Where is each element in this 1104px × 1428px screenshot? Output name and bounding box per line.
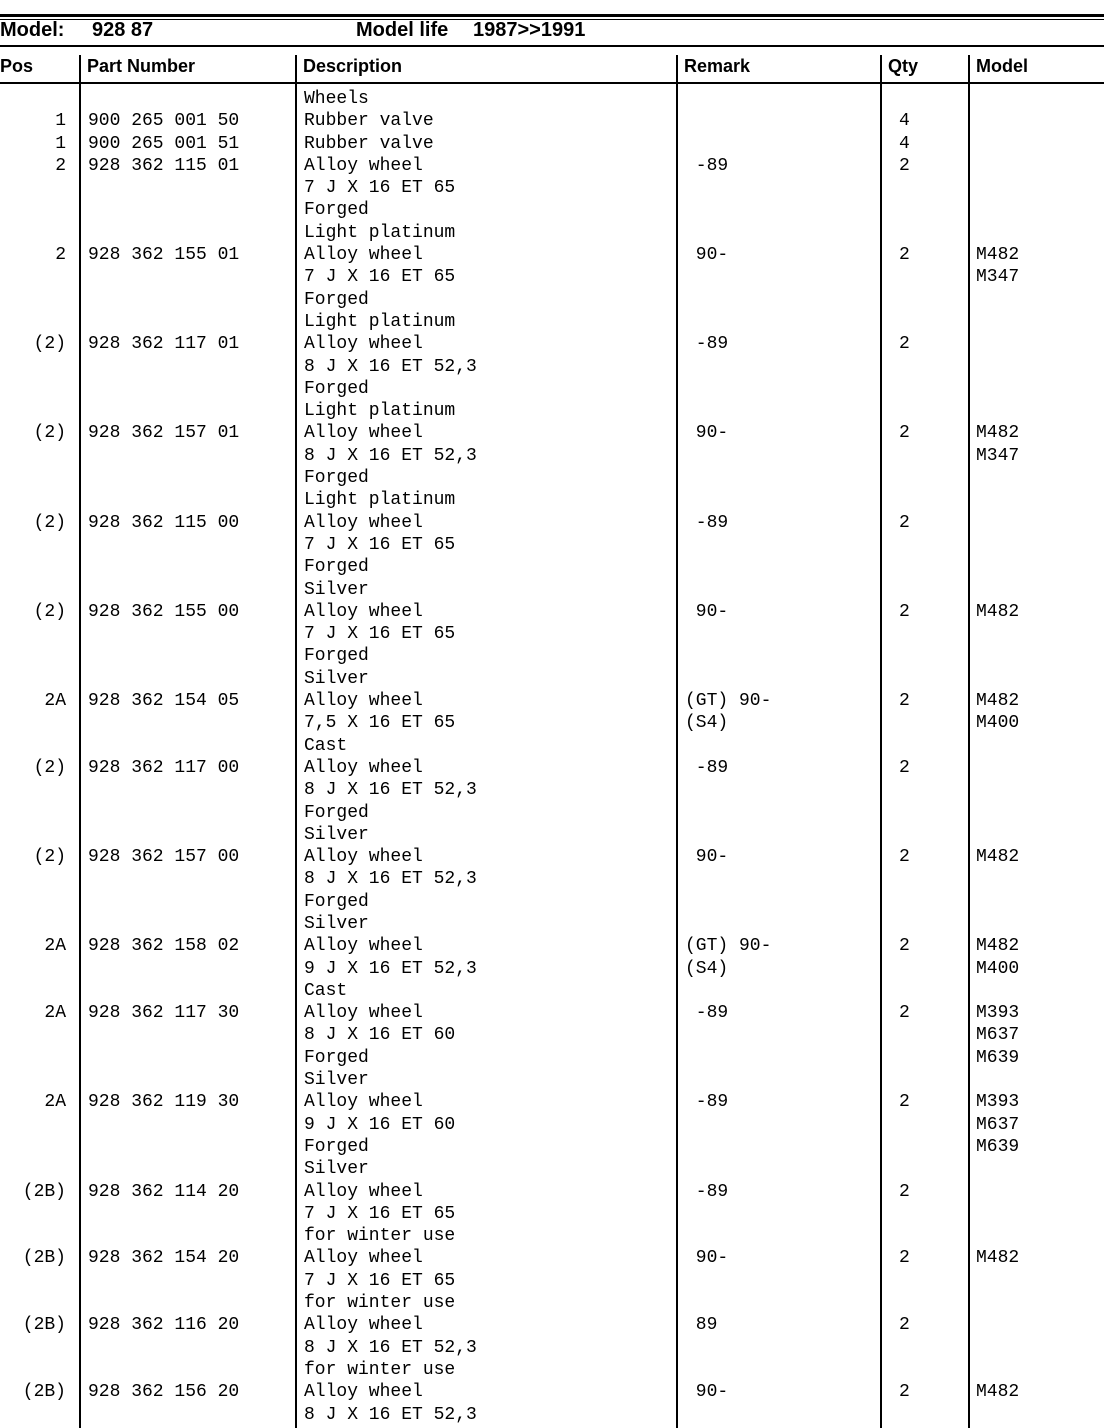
position-cell: (2) <box>33 757 66 778</box>
table-row-line <box>0 1314 1104 1336</box>
position-cell: (2) <box>33 423 66 444</box>
description-cell: 8 J X 16 ET 52,3 <box>304 1404 477 1425</box>
position-cell: (2B) <box>22 1181 66 1202</box>
quantity-cell: 2 <box>899 1181 910 1202</box>
remark-cell: -89 <box>685 757 729 778</box>
remark-cell: -89 <box>685 1181 729 1202</box>
remark-cell: 90- <box>685 245 729 266</box>
table-row-line <box>0 913 1104 935</box>
description-cell: Alloy wheel <box>304 847 423 868</box>
table-row-line <box>0 311 1104 333</box>
remark-cell: (GT) 90- <box>685 936 772 957</box>
table-row-line <box>0 244 1104 266</box>
quantity-cell: 2 <box>899 936 910 957</box>
description-cell: Forged <box>304 1136 369 1157</box>
part-number-cell: 928 362 117 00 <box>88 757 240 778</box>
table-row-line <box>0 1114 1104 1136</box>
model-value: 928 87 <box>92 19 154 41</box>
table-row-line <box>0 1158 1104 1180</box>
table-row-line <box>0 378 1104 400</box>
part-number-cell: 928 362 156 20 <box>88 1382 240 1403</box>
description-cell: Alloy wheel <box>304 601 423 622</box>
description-cell: 7,5 X 16 ET 65 <box>304 713 456 734</box>
model-cell: M347 <box>976 445 1020 466</box>
model-cell: M400 <box>976 958 1020 979</box>
table-row <box>0 846 1104 935</box>
table-row-line <box>0 512 1104 534</box>
description-cell: Alloy wheel <box>304 1003 423 1024</box>
column-header-model: Model <box>976 56 1028 76</box>
column-header-pos: Pos <box>0 56 34 76</box>
table-row <box>0 1002 1104 1091</box>
description-cell: Alloy wheel <box>304 1248 423 1269</box>
column-header-part-number: Part Number <box>87 56 196 76</box>
quantity-cell: 2 <box>899 245 910 266</box>
remark-cell: -89 <box>685 1003 729 1024</box>
position-cell: 2A <box>44 1092 66 1113</box>
description-cell: Silver <box>304 1159 369 1180</box>
quantity-cell: 2 <box>899 757 910 778</box>
description-cell: 9 J X 16 ET 52,3 <box>304 958 477 979</box>
description-cell: Light platinum <box>304 222 456 243</box>
part-number-cell: 928 362 114 20 <box>88 1181 240 1202</box>
description-cell: 8 J X 16 ET 52,3 <box>304 869 477 890</box>
table-row-line <box>0 489 1104 511</box>
part-number-cell: 928 362 157 01 <box>88 423 240 444</box>
remark-cell: 90- <box>685 1248 729 1269</box>
description-cell: Forged <box>304 378 369 399</box>
column-header-rule <box>0 82 1104 84</box>
part-number-cell: 928 362 157 00 <box>88 847 240 868</box>
table-row-line <box>0 846 1104 868</box>
position-cell: (2) <box>33 512 66 533</box>
position-cell: (2) <box>33 601 66 622</box>
table-row-line <box>0 1203 1104 1225</box>
part-number-cell: 928 362 115 00 <box>88 512 240 533</box>
description-cell: Light platinum <box>304 490 456 511</box>
table-row-line <box>0 534 1104 556</box>
table-row <box>0 1314 1104 1381</box>
description-cell: Silver <box>304 913 369 934</box>
header-rule <box>0 45 1104 47</box>
table-row-line <box>0 645 1104 667</box>
model-cell: M482 <box>976 245 1020 266</box>
table-row-line <box>0 1069 1104 1091</box>
table-row <box>0 935 1104 1002</box>
quantity-cell: 2 <box>899 691 910 712</box>
description-cell: Alloy wheel <box>304 1382 423 1403</box>
model-cell: M482 <box>976 1248 1020 1269</box>
table-row-line <box>0 177 1104 199</box>
description-cell: 7 J X 16 ET 65 <box>304 534 456 555</box>
table-row-line <box>0 467 1104 489</box>
table-row-line <box>0 1270 1104 1292</box>
table-row-line <box>0 935 1104 957</box>
part-number-cell: 928 362 116 20 <box>88 1315 240 1336</box>
quantity-cell: 2 <box>899 1248 910 1269</box>
part-number-cell: 928 362 119 30 <box>88 1092 240 1113</box>
model-cell: M482 <box>976 423 1020 444</box>
description-cell: Rubber valve <box>304 133 434 154</box>
position-cell: 2 <box>55 155 66 176</box>
position-cell: 1 <box>55 111 66 132</box>
remark-cell: 89 <box>685 1315 718 1336</box>
model-cell: M347 <box>976 267 1020 288</box>
description-cell: Alloy wheel <box>304 936 423 957</box>
table-row-line <box>0 110 1104 132</box>
table-row-line <box>0 133 1104 155</box>
description-cell: Alloy wheel <box>304 691 423 712</box>
quantity-cell: 2 <box>899 1003 910 1024</box>
table-row <box>0 690 1104 757</box>
description-cell: Forged <box>304 557 369 578</box>
table-row-line <box>0 155 1104 177</box>
table-row-line <box>0 1136 1104 1158</box>
quantity-cell: 2 <box>899 1092 910 1113</box>
remark-cell: -89 <box>685 1092 729 1113</box>
description-cell: for winter use <box>304 1293 456 1314</box>
description-cell: 8 J X 16 ET 52,3 <box>304 1337 477 1358</box>
description-cell: 7 J X 16 ET 65 <box>304 1270 456 1291</box>
remark-cell: 90- <box>685 601 729 622</box>
position-cell: 2A <box>44 936 66 957</box>
description-cell: Alloy wheel <box>304 334 423 355</box>
description-cell: Forged <box>304 468 369 489</box>
quantity-cell: 2 <box>899 1382 910 1403</box>
table-row <box>0 333 1104 422</box>
remark-cell: (S4) <box>685 713 729 734</box>
description-cell: Silver <box>304 824 369 845</box>
description-cell: Alloy wheel <box>304 245 423 266</box>
position-cell: (2B) <box>22 1382 66 1403</box>
part-number-cell: 928 362 117 01 <box>88 334 240 355</box>
model-cell: M393 <box>976 1003 1020 1024</box>
description-cell: Alloy wheel <box>304 1181 423 1202</box>
table-row <box>0 1091 1104 1180</box>
description-cell: Cast <box>304 735 348 756</box>
description-cell: 9 J X 16 ET 60 <box>304 1114 456 1135</box>
table-row-line <box>0 1292 1104 1314</box>
table-row-line <box>0 690 1104 712</box>
quantity-cell: 2 <box>899 847 910 868</box>
remark-cell: -89 <box>685 155 729 176</box>
table-row-line <box>0 1024 1104 1046</box>
table-row <box>0 110 1104 132</box>
description-cell: 8 J X 16 ET 52,3 <box>304 356 477 377</box>
part-number-cell: 928 362 155 00 <box>88 601 240 622</box>
quantity-cell: 2 <box>899 423 910 444</box>
description-cell: 7 J X 16 ET 65 <box>304 178 456 199</box>
position-cell: 2 <box>55 245 66 266</box>
model-cell: M400 <box>976 713 1020 734</box>
table-row <box>0 757 1104 846</box>
description-cell: Alloy wheel <box>304 423 423 444</box>
table-row-line <box>0 623 1104 645</box>
model-life-label: Model life <box>356 19 449 41</box>
table-row <box>0 601 1104 690</box>
table-row <box>0 244 1104 333</box>
table-row-line <box>0 735 1104 757</box>
table-row <box>0 155 1104 244</box>
table-row-line <box>0 289 1104 311</box>
description-cell: 7 J X 16 ET 65 <box>304 267 456 288</box>
table-row-line <box>0 757 1104 779</box>
position-cell: 2A <box>44 691 66 712</box>
description-cell: 7 J X 16 ET 65 <box>304 624 456 645</box>
part-number-cell: 928 362 115 01 <box>88 155 240 176</box>
model-label: Model: <box>0 19 65 41</box>
model-cell: M639 <box>976 1047 1020 1068</box>
table-row-line <box>0 868 1104 890</box>
model-cell: M637 <box>976 1025 1020 1046</box>
table-row <box>0 1181 1104 1248</box>
part-number-cell: 928 362 154 05 <box>88 691 240 712</box>
position-cell: (2B) <box>22 1315 66 1336</box>
table-row-line <box>0 1047 1104 1069</box>
remark-cell: (GT) 90- <box>685 691 772 712</box>
quantity-cell: 2 <box>899 601 910 622</box>
remark-cell: (S4) <box>685 958 729 979</box>
part-number-cell: 928 362 117 30 <box>88 1003 240 1024</box>
position-cell: (2B) <box>22 1248 66 1269</box>
table-row-line <box>0 1002 1104 1024</box>
table-row-line <box>0 1337 1104 1359</box>
quantity-cell: 2 <box>899 155 910 176</box>
table-row-line <box>0 556 1104 578</box>
description-cell: Alloy wheel <box>304 155 423 176</box>
description-cell: Forged <box>304 289 369 310</box>
table-row-line <box>0 824 1104 846</box>
table-row-line <box>0 601 1104 623</box>
table-row-line <box>0 1247 1104 1269</box>
model-cell: M482 <box>976 601 1020 622</box>
table-row-line <box>0 668 1104 690</box>
model-life-value: 1987>>1991 <box>473 19 586 41</box>
remark-cell: 90- <box>685 1382 729 1403</box>
description-cell: Silver <box>304 668 369 689</box>
description-cell: Alloy wheel <box>304 1092 423 1113</box>
table-row <box>0 1247 1104 1314</box>
model-cell: M482 <box>976 847 1020 868</box>
remark-cell: 90- <box>685 847 729 868</box>
remark-cell: -89 <box>685 512 729 533</box>
description-cell: 8 J X 16 ET 52,3 <box>304 445 477 466</box>
position-cell: 1 <box>55 133 66 154</box>
part-number-cell: 900 265 001 51 <box>88 133 240 154</box>
table-row-line <box>0 266 1104 288</box>
description-cell: Light platinum <box>304 401 456 422</box>
model-cell: M482 <box>976 691 1020 712</box>
description-cell: 8 J X 16 ET 60 <box>304 1025 456 1046</box>
table-row-line <box>0 980 1104 1002</box>
part-number-cell: 928 362 154 20 <box>88 1248 240 1269</box>
position-cell: 2A <box>44 1003 66 1024</box>
model-cell: M482 <box>976 936 1020 957</box>
table-row <box>0 512 1104 601</box>
table-row-line <box>0 333 1104 355</box>
table-row <box>0 88 1104 110</box>
description-cell: Alloy wheel <box>304 1315 423 1336</box>
part-number-cell: 928 362 158 02 <box>88 936 240 957</box>
remark-cell: 90- <box>685 423 729 444</box>
table-row <box>0 1381 1104 1426</box>
table-row-line <box>0 712 1104 734</box>
description-cell: Alloy wheel <box>304 757 423 778</box>
table-row-line <box>0 802 1104 824</box>
table-row <box>0 133 1104 155</box>
description-cell: for winter use <box>304 1226 456 1247</box>
part-number-cell: 900 265 001 50 <box>88 111 240 132</box>
description-cell: for winter use <box>304 1359 456 1380</box>
top-rule-thick <box>0 14 1104 17</box>
table-row-line <box>0 222 1104 244</box>
parts-table <box>0 88 1104 1426</box>
table-row-line <box>0 891 1104 913</box>
table-row-line <box>0 400 1104 422</box>
position-cell: (2) <box>33 847 66 868</box>
quantity-cell: 2 <box>899 334 910 355</box>
description-cell: 8 J X 16 ET 52,3 <box>304 780 477 801</box>
model-cell: M637 <box>976 1114 1020 1135</box>
description-cell: Forged <box>304 1047 369 1068</box>
table-row-line <box>0 1181 1104 1203</box>
description-cell: Cast <box>304 980 348 1001</box>
table-row-line <box>0 445 1104 467</box>
table-row-line <box>0 199 1104 221</box>
part-number-cell: 928 362 155 01 <box>88 245 240 266</box>
column-header-remark: Remark <box>684 56 751 76</box>
description-cell: 7 J X 16 ET 65 <box>304 1203 456 1224</box>
quantity-cell: 4 <box>899 111 910 132</box>
table-row-line <box>0 422 1104 444</box>
position-cell: (2) <box>33 334 66 355</box>
description-cell: Light platinum <box>304 311 456 332</box>
description-cell: Forged <box>304 200 369 221</box>
table-row-line <box>0 1091 1104 1113</box>
table-row-line <box>0 579 1104 601</box>
description-cell: Forged <box>304 802 369 823</box>
column-header-description: Description <box>303 56 403 76</box>
quantity-cell: 4 <box>899 133 910 154</box>
table-row-line <box>0 779 1104 801</box>
description-cell: Forged <box>304 646 369 667</box>
table-row-line <box>0 1359 1104 1381</box>
remark-cell: -89 <box>685 334 729 355</box>
description-cell: Silver <box>304 1070 369 1091</box>
table-row-line <box>0 1381 1104 1403</box>
column-header-qty: Qty <box>888 56 919 76</box>
description-cell: Alloy wheel <box>304 512 423 533</box>
table-row-line <box>0 88 1104 110</box>
description-cell: Wheels <box>304 89 369 109</box>
table-row <box>0 422 1104 511</box>
description-cell: Rubber valve <box>304 111 434 132</box>
model-cell: M393 <box>976 1092 1020 1113</box>
quantity-cell: 2 <box>899 1315 910 1336</box>
quantity-cell: 2 <box>899 512 910 533</box>
table-row-line <box>0 1225 1104 1247</box>
table-row-line <box>0 958 1104 980</box>
description-cell: Silver <box>304 579 369 600</box>
model-cell: M639 <box>976 1136 1020 1157</box>
description-cell: Forged <box>304 891 369 912</box>
table-row-line <box>0 1404 1104 1426</box>
table-row-line <box>0 356 1104 378</box>
model-cell: M482 <box>976 1382 1020 1403</box>
